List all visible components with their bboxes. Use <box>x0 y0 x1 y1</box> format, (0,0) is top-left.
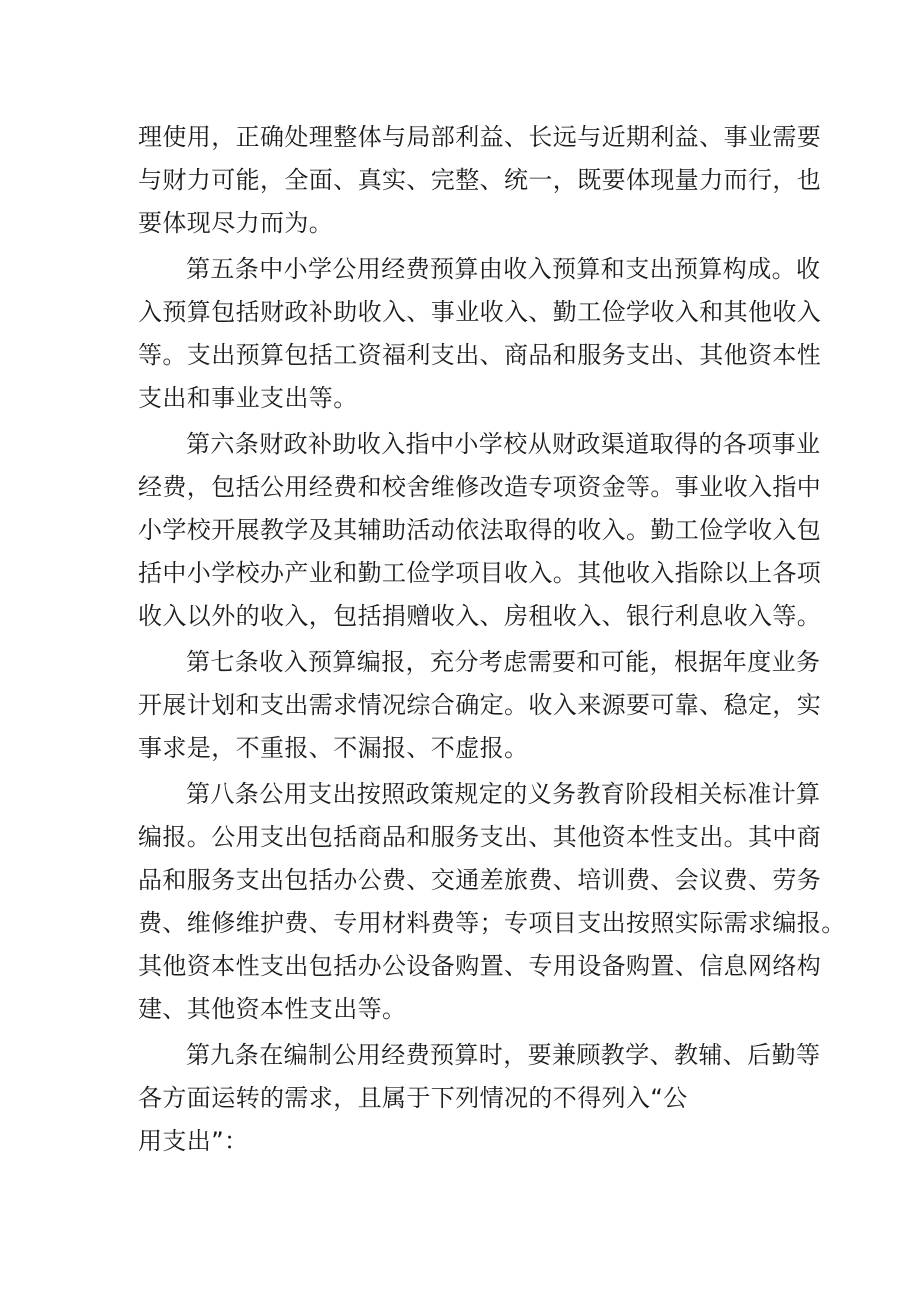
text-line: 用支出”： <box>138 1127 249 1155</box>
text-line: 费、维修维护费、专用材料费等；专项目支出按照实际需求编报。 <box>138 909 846 937</box>
text-line: 小学校开展教学及其辅助活动依法取得的收入。勤工俭学收入包 <box>138 516 822 544</box>
text-line: 各方面运转的需求，且属于下列情况的不得列入“公 <box>138 1084 688 1112</box>
text-line: 建、其他资本性支出等。 <box>138 995 407 1023</box>
text-line: 入预算包括财政补助收入、事业收入、勤工俭学收入和其他收入 <box>138 298 822 326</box>
text-line: 开展计划和支出需求情况综合确定。收入来源要可靠、稳定，实 <box>138 691 822 719</box>
text-line: 经费，包括公用经费和校舍维修改造专项资金等。事业收入指中 <box>138 473 822 501</box>
text-line: 收入以外的收入，包括捐赠收入、房租收入、银行利息收入等。 <box>138 602 822 630</box>
paragraph-article-9-start: 第九条在编制公用经费预算时，要兼顾教学、教辅、后勤等 <box>186 1041 821 1069</box>
text-line: 要体现尽力而为。 <box>138 209 334 237</box>
text-line: 支出和事业支出等。 <box>138 384 358 412</box>
text-line: 与财力可能，全面、真实、完整、统一，既要体现量力而行，也 <box>138 166 822 194</box>
text-line: 其他资本性支出包括办公设备购置、专用设备购置、信息网络构 <box>138 952 822 980</box>
paragraph-article-8-start: 第八条公用支出按照政策规定的义务教育阶段相关标准计算 <box>186 780 821 808</box>
paragraph-article-7-start: 第七条收入预算编报，充分考虑需要和可能，根据年度业务 <box>186 648 821 676</box>
text-line: 等。支出预算包括工资福利支出、商品和服务支出、其他资本性 <box>138 341 822 369</box>
paragraph-article-6-start: 第六条财政补助收入指中小学校从财政渠道取得的各项事业 <box>186 430 821 458</box>
text-line: 编报。公用支出包括商品和服务支出、其他资本性支出。其中商 <box>138 823 822 851</box>
paragraph-article-5-start: 第五条中小学公用经费预算由收入预算和支出预算构成。收 <box>186 255 821 283</box>
text-line: 品和服务支出包括办公费、交通差旅费、培训费、会议费、劳务 <box>138 866 822 894</box>
text-line: 理使用，正确处理整体与局部利益、长远与近期利益、事业需要 <box>138 123 822 151</box>
text-line: 事求是，不重报、不漏报、不虚报。 <box>138 734 529 762</box>
text-line: 括中小学校办产业和勤工俭学项目收入。其他收入指除以上各项 <box>138 559 822 587</box>
